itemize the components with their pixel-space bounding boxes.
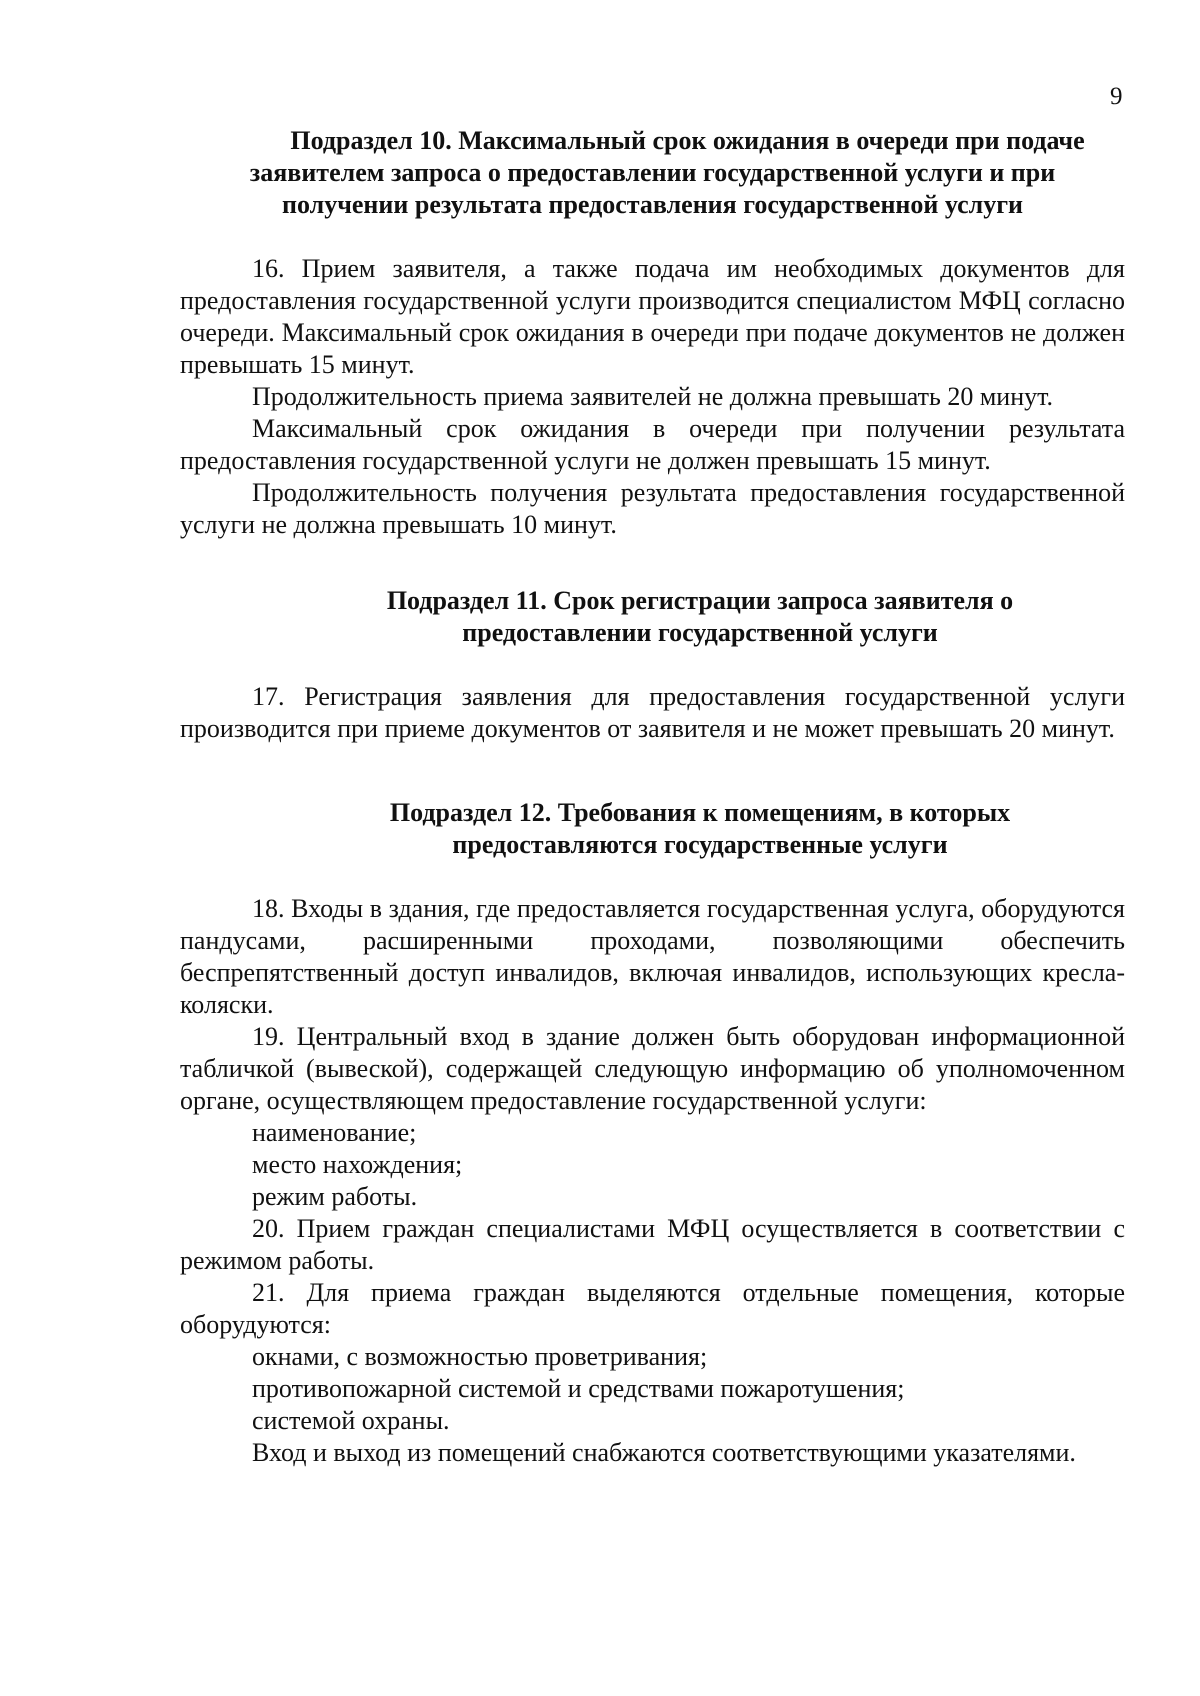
paragraph-17: 17. Регистрация заявления для предоставления государственной услуги производится при приеме документов от заявителя и не может превышать 20 минут.: [180, 682, 1125, 743]
paragraph-20: 20. Прием граждан специалистами МФЦ осуществляется в соответствии с режимом работы.: [180, 1214, 1125, 1275]
list-item: место нахождения;: [252, 1150, 463, 1179]
list-item: окнами, с возможностью проветривания;: [252, 1342, 708, 1371]
list-item: наименование;: [252, 1118, 417, 1147]
page-number: 9: [1110, 83, 1123, 110]
heading-line: Подраздел 10. Максимальный срок ожидания в очереди при подаче: [290, 126, 1085, 155]
heading-line: Подраздел 12. Требования к помещениям, в которых: [389, 798, 1011, 827]
section-11-heading: [325, 585, 1075, 649]
heading-line: получении результата предоставления государственной услуги: [281, 190, 1024, 219]
paragraph-18: 18. Входы в здания, где предоставляется государственная услуга, оборудуются пандусами, расширенными проходами, позволяющими обеспечить беспрепятственный доступ инвалидов, включая инвалидов, использующих кресла-коляски.: [180, 894, 1125, 1019]
paragraph-16: 16. Прием заявителя, а также подача им необходимых документов для предоставления государственной услуги производится специалистом МФЦ согласно очереди. Максимальный срок ожидания в очереди при подаче документов не должен превышать 15 минут.: [180, 254, 1125, 379]
list-item: системой охраны.: [252, 1406, 450, 1435]
paragraph-max-wait-result: Максимальный срок ожидания в очереди при получении результата предоставления государственной услуги не должен превышать 15 минут.: [180, 414, 1125, 475]
list-item: противопожарной системой и средствами пожаротушения;: [252, 1374, 905, 1403]
paragraph-reception-duration: Продолжительность приема заявителей не должна превышать 20 минут.: [252, 382, 1054, 411]
heading-line: предоставлении государственной услуги: [462, 618, 938, 647]
section-12-heading: [325, 797, 1075, 861]
section-10-heading: [180, 125, 1125, 221]
paragraph-19: 19. Центральный вход в здание должен быть оборудован информационной табличкой (вывеской), содержащей следующую информацию об уполномоченном органе, осуществляющем предоставление государственной услуги:: [180, 1022, 1125, 1115]
page-content: [180, 125, 1125, 1469]
heading-line: Подраздел 11. Срок регистрации запроса заявителя о: [386, 586, 1014, 615]
list-item: режим работы.: [252, 1182, 418, 1211]
paragraph-21: 21. Для приема граждан выделяются отдельные помещения, которые оборудуются:: [180, 1278, 1125, 1339]
paragraph-exit-signs: Вход и выход из помещений снабжаются соответствующими указателями.: [252, 1438, 1076, 1467]
heading-line: предоставляются государственные услуги: [452, 830, 948, 859]
paragraph-result-duration: Продолжительность получения результата предоставления государственной услуги не должна превышать 10 минут.: [180, 478, 1125, 539]
heading-line: заявителем запроса о предоставлении государственной услуги и при: [249, 158, 1056, 187]
